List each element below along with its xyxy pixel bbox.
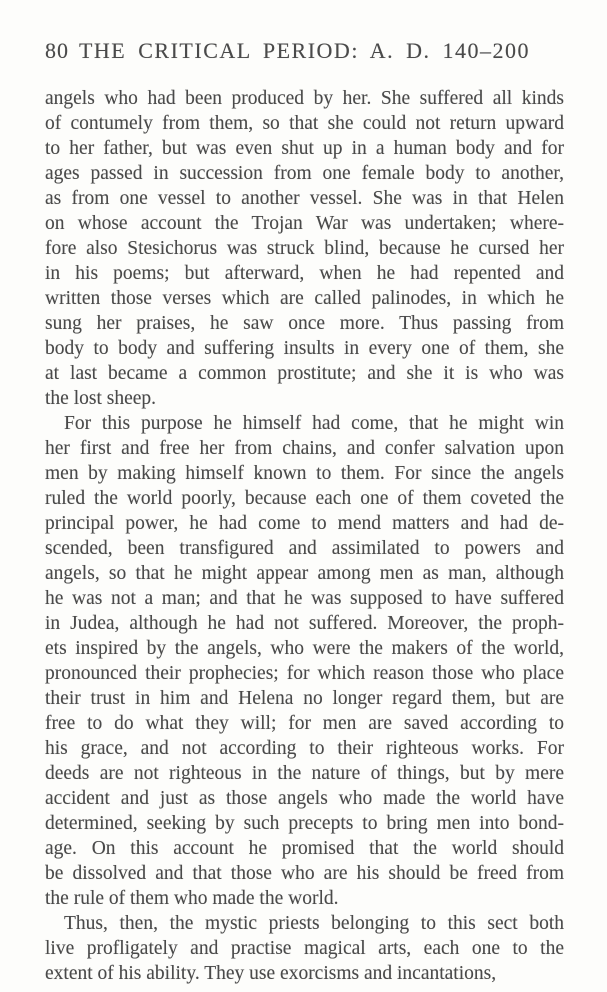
text-line: accident and just as those angels who made the world have <box>45 788 564 809</box>
text-line: Thus, then, the mystic priests belonging to this sect both <box>64 913 564 934</box>
text-line: pronounced their prophecies; for which reason those who place <box>45 663 564 684</box>
paragraph <box>45 411 564 911</box>
text-line: ages passed in succession from one female body to another, <box>45 163 564 184</box>
text-line: angels who had been produced by her. She suffered all kinds <box>45 88 564 109</box>
text-line: ets inspired by the angels, who were the makers of the world, <box>45 638 564 659</box>
text-line: to her father, but was even shut up in a human body and for <box>45 138 564 159</box>
text-line: free to do what they will; for men are saved according to <box>45 713 564 734</box>
page-header <box>45 38 564 64</box>
text-line: For this purpose he himself had come, that he might win <box>64 413 564 434</box>
page-body <box>45 86 564 986</box>
text-line: age. On this account he promised that the world should <box>45 838 564 859</box>
text-line: he was not a man; and that he was supposed to have suffered <box>45 588 564 609</box>
text-line: determined, seeking by such precepts to bring men into bond- <box>45 813 564 834</box>
running-title: THE CRITICAL PERIOD: A. D. 140–200 <box>78 38 530 63</box>
text-line: on whose account the Trojan War was undertaken; where- <box>45 213 564 234</box>
text-line: extent of his ability. They use exorcisms and incantations, <box>45 963 497 984</box>
text-line: the rule of them who made the world. <box>45 888 339 909</box>
text-line: at last became a common prostitute; and she it is who was <box>45 363 564 384</box>
text-line: body to body and suffering insults in every one of them, she <box>45 338 564 359</box>
page-number: 80 <box>45 38 69 63</box>
text-line: her first and free her from chains, and confer salvation upon <box>45 438 564 459</box>
text-line: written those verses which are called palinodes, in which he <box>45 288 564 309</box>
text-line: in Judea, although he had not suffered. Moreover, the proph- <box>45 613 564 634</box>
paragraph <box>45 86 564 411</box>
text-line: ruled the world poorly, because each one of them coveted the <box>45 488 564 509</box>
text-line: their trust in him and Helena no longer regard them, but are <box>45 688 564 709</box>
text-line: scended, been transfigured and assimilated to powers and <box>45 538 564 559</box>
text-line: sung her praises, he saw once more. Thus passing from <box>45 313 564 334</box>
text-line: men by making himself known to them. For since the angels <box>45 463 564 484</box>
text-line: principal power, he had come to mend matters and had de- <box>45 513 564 534</box>
paragraph <box>45 911 564 986</box>
text-line: of contumely from them, so that she could not return upward <box>45 113 564 134</box>
text-line: in his poems; but afterward, when he had repented and <box>45 263 564 284</box>
text-line: be dissolved and that those who are his should be freed from <box>45 863 564 884</box>
text-line: the lost sheep. <box>45 388 157 409</box>
text-line: angels, so that he might appear among men as man, although <box>45 563 564 584</box>
text-line: his grace, and not according to their righteous works. For <box>45 738 564 759</box>
text-line: live profligately and practise magical arts, each one to the <box>45 938 564 959</box>
text-line: as from one vessel to another vessel. She was in that Helen <box>45 188 564 209</box>
text-line: deeds are not righteous in the nature of things, but by mere <box>45 763 564 784</box>
text-line: fore also Stesichorus was struck blind, because he cursed her <box>45 238 564 259</box>
